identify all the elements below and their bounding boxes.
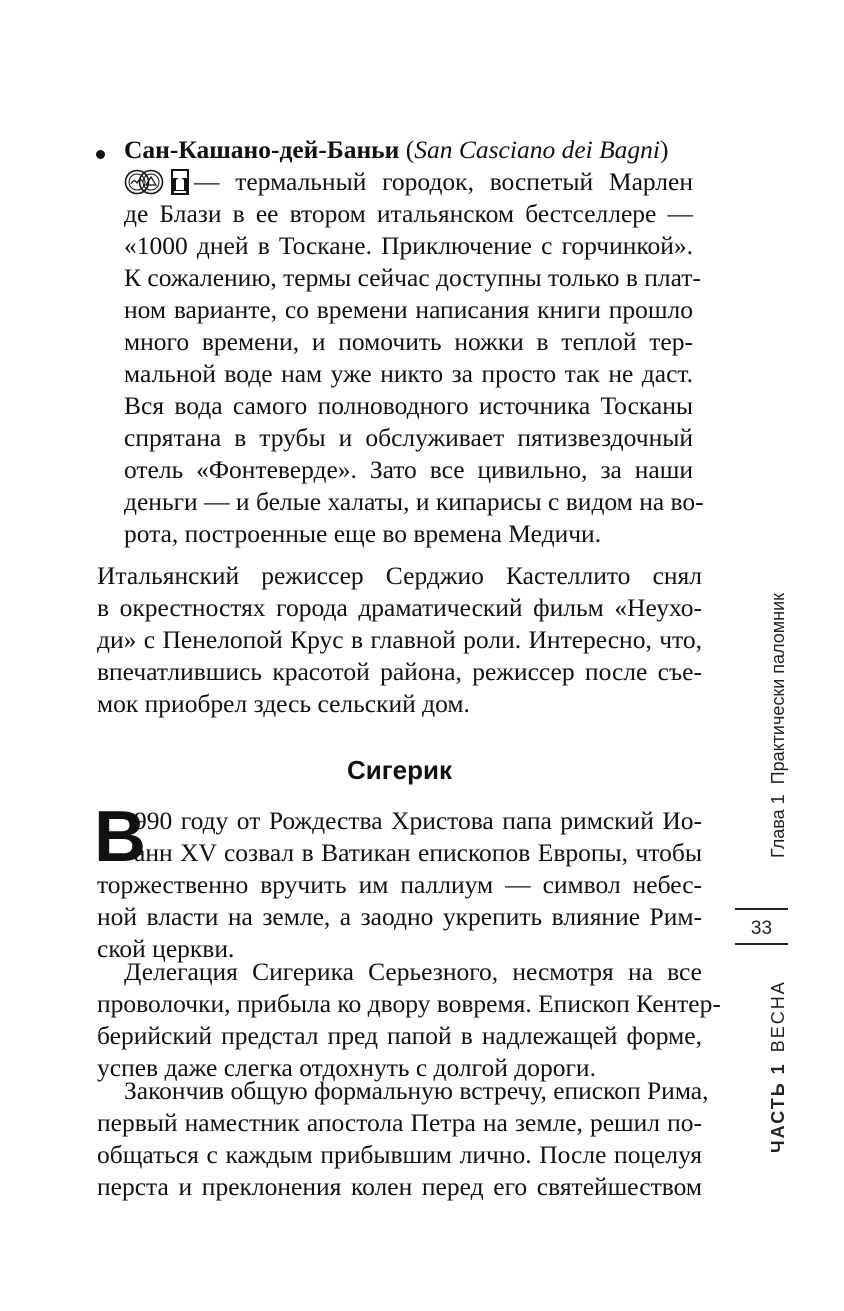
bullet-line-1: Сан-Кашано-дей-Баньи (San Casciano dei Bagni) [124, 135, 669, 164]
dropcap-letter [94, 797, 146, 877]
bullet-line: ном варианте, со времени написания книги прошло [124, 295, 693, 324]
running-header [740, 515, 788, 1235]
paragraph-line: первый наместник апостола Петра на земле, решил по- [97, 1108, 702, 1137]
paragraph-line: впечатлившись красотой района, режиссер после съе- [97, 657, 702, 686]
paragraph-line: 990 году от Рождества Христова папа римский Ио- [134, 806, 702, 835]
paragraph-line: ди» с Пенелопой Крус в главной роли. Интересно, что, [97, 625, 702, 654]
paragraph-line: анн XV созвал в Ватикан епископов Европы, чтобы [134, 838, 702, 867]
paragraph-line: проволочки, прибыла ко двору вовремя. Епископ Кентер- [97, 989, 721, 1018]
bullet-line: деньги — и белые халаты, и кипарисы с видом на во- [124, 487, 704, 516]
bullet-line: спрятана в трубы и обслуживает пятизвездочный [124, 423, 693, 452]
bullet-line: отель «Фонтеверде». Зато все цивильно, за наши [124, 455, 693, 484]
bullet-point [96, 150, 105, 159]
paragraph-line: Закончив общую формальную встречу, епископ Рима, [124, 1076, 709, 1105]
section-heading: Сигерик [347, 755, 452, 785]
paragraph-line: Итальянский режиссер Серджио Кастеллито снял [97, 561, 702, 590]
paragraph-line: Делегация Сигерика Серьезного, несмотря на все [124, 957, 702, 986]
page-number: 33 [750, 918, 773, 939]
bullet-line: «1000 дней в Тоскане. Приключение с горчинкой». [124, 231, 693, 260]
bullet-line: К сожалению, термы сейчас доступны только в плат- [124, 263, 701, 292]
paragraph-line: мок приобрел здесь сельский дом. [97, 689, 470, 718]
header-rule [735, 908, 788, 910]
bullet-line: рота, построенные еще во времена Медичи. [124, 519, 602, 548]
bullet-line: много времени, и помочить ножки в теплой тер- [124, 327, 693, 356]
paragraph-line: успев даже слегка отдохнуть с долгой дороги. [97, 1053, 596, 1082]
tower-illustration-icon [170, 168, 190, 196]
paragraph-line: перста и преклонения колен перед его святейшеством [97, 1172, 702, 1201]
bullet-line: мальной воде нам уже никто за просто так не даст. [124, 359, 693, 388]
paragraph-line: общаться с каждым прибывшим лично. После поцелуя [97, 1140, 702, 1169]
part-running-title: ЧАСТЬ 1 ВЕСНА [768, 980, 788, 1153]
paragraph-line: ной власти на земле, а заодно укрепить влияние Рим- [97, 902, 702, 931]
bullet-line-2: — термальный городок, воспетый Марлен [124, 166, 693, 198]
paragraph-line: торжественно вручить им паллиум — символ небес- [97, 870, 702, 899]
paragraph-line: в окрестностях города драматический фильм «Неухо- [97, 593, 702, 622]
latin-place-name: San Casciano dei Bagni [414, 135, 661, 164]
place-name: Сан-Кашано-дей-Баньи [124, 135, 400, 164]
paragraph-line: ской церкви. [97, 934, 235, 963]
paragraph-line: берийский предстал пред папой в надлежащей форме, [97, 1021, 702, 1050]
thermal-spa-medal-icon [124, 169, 164, 195]
chapter-running-title: Глава 1 Практически паломник [768, 592, 788, 858]
bullet-line: Вся вода самого полноводного источника Тосканы [124, 391, 693, 420]
svg-text:В: В [94, 797, 146, 877]
header-rule [735, 943, 788, 945]
bullet-line: де Блази в ее втором итальянском бестселлере — [124, 199, 693, 228]
